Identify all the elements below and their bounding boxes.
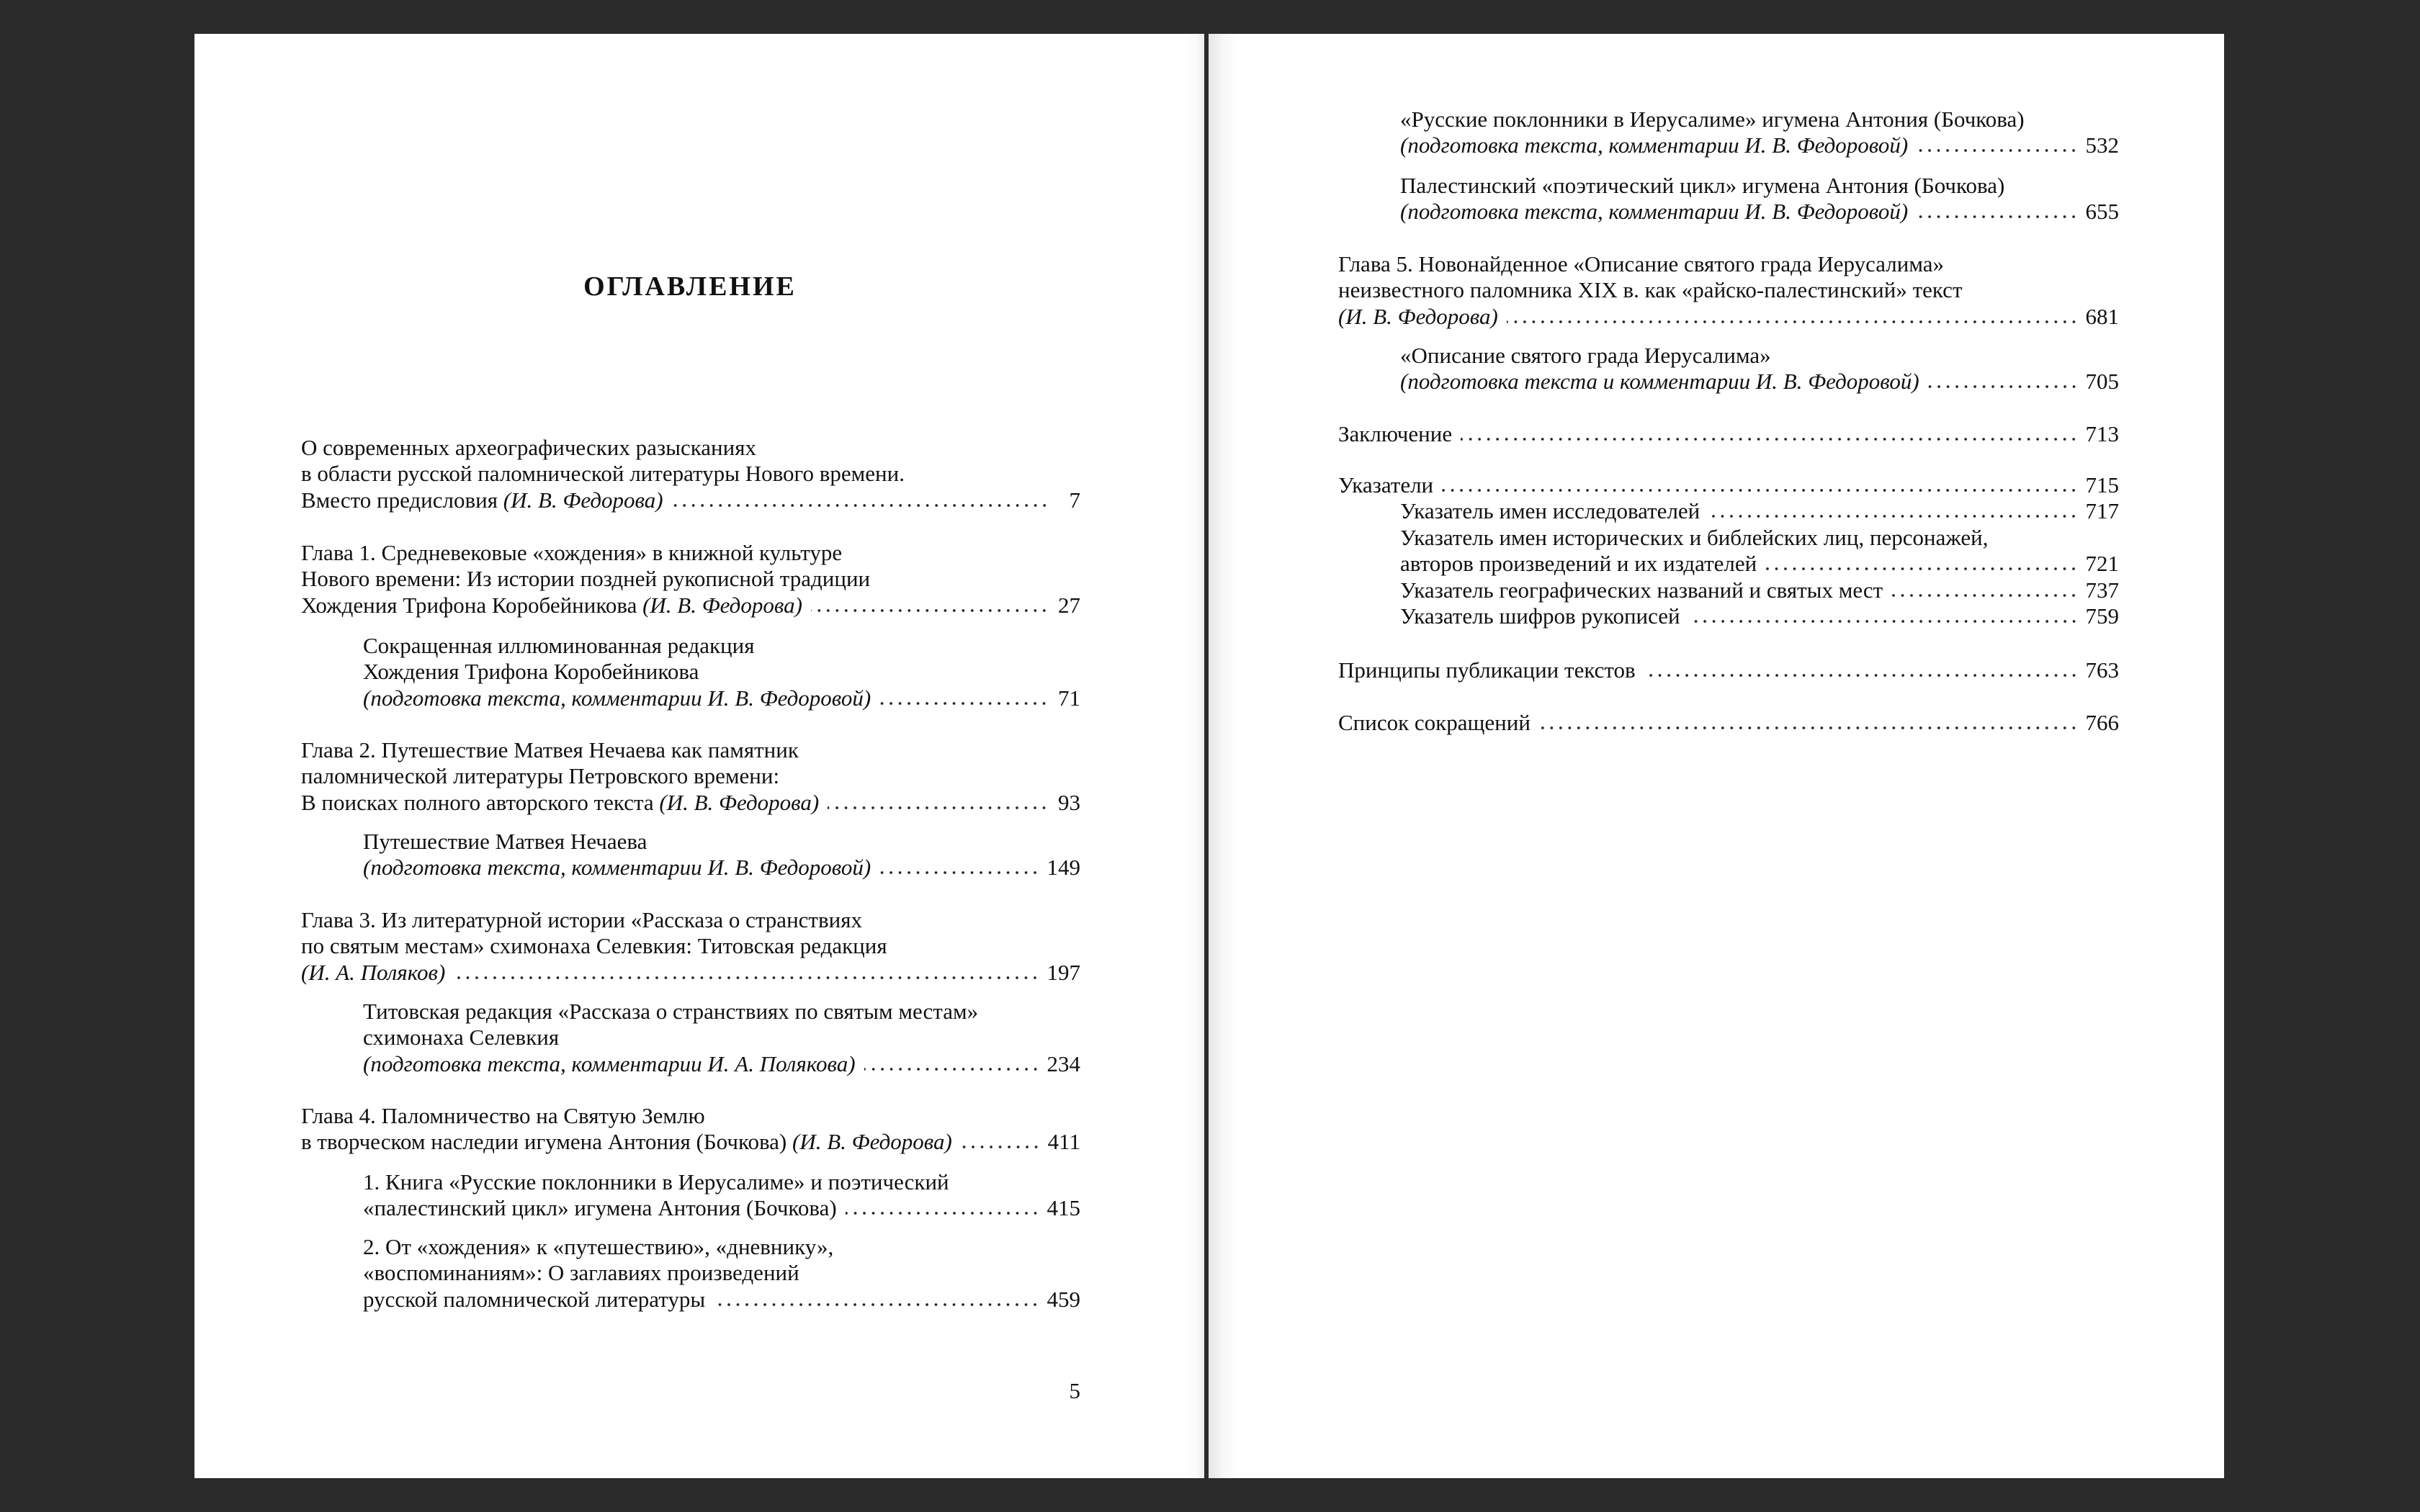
toc-entry[interactable] [1400,343,2119,395]
toc-entry[interactable] [301,435,1080,513]
entry-last-line [1400,551,2119,577]
entry-last-line [301,1129,1080,1155]
toc-entry[interactable] [1400,173,2119,225]
dot-leader [454,976,1039,980]
entry-title-line: Глава 3. Из литературной истории «Рассказа о странствиях [301,907,862,932]
entry-last-line [363,1051,1080,1077]
entry-title-text: Принципы публикации текстов [1338,657,1636,683]
entry-title-line: «Русские поклонники в Иерусалиме» игумена Антония (Бочкова) [1400,107,2025,132]
entry-last-line [363,1287,1080,1313]
entry-last-line [1400,132,2119,158]
entry-page-number: 415 [1047,1195,1080,1221]
toc-entry[interactable] [301,540,1080,618]
entry-last-line [1338,472,2119,498]
entry-title-text: русской паломнической литературы [363,1286,706,1312]
entry-title-line: неизвестного паломника XIX в. как «райско-палестинский» текст [1338,277,1963,303]
entry-last-line [1338,421,2119,447]
entry-last-line [1338,710,2119,736]
dot-leader [714,1302,1039,1307]
entry-author: (И. А. Поляков) [301,959,446,985]
entry-page-number: 721 [2085,551,2119,577]
entry-title-text: Вместо предисловия [301,487,503,513]
entry-title-line: в области русской паломнической литературы Нового времени. [301,461,905,487]
dot-leader [828,806,1049,810]
entry-page-number: 737 [2085,577,2119,603]
entry-author: (подготовка текста, комментарии И. В. Федоровой) [1400,199,1909,225]
entry-title-text: Указатель географических названий и святых мест [1400,577,1883,603]
entry-title-line: 2. От «хождения» к «путешествию», «дневнику», [363,1234,834,1259]
toc-entry[interactable] [1400,603,2119,629]
dot-leader [1539,726,2079,730]
entry-last-line [1400,369,2119,395]
toc-entry[interactable] [301,907,1080,986]
dot-leader [1917,148,2078,153]
entry-title-line: Хождения Трифона Коробейникова [363,659,699,685]
entry-page-number: 759 [2085,603,2119,629]
dot-leader [864,1067,1040,1071]
entry-title-text: В поисках полного авторского текста [301,789,660,815]
toc-entry[interactable] [363,633,1080,711]
entry-title-text: в творческом наследии игумена Антония (Бочкова) [301,1129,792,1155]
entry-title-line: Титовская редакция «Рассказа о странствиях по святым местам» [363,999,979,1024]
entry-page-number: 234 [1047,1050,1080,1076]
entry-title-line: Глава 1. Средневековые «хождения» в книжной культуре [301,540,843,565]
entry-last-line [301,790,1080,816]
entry-last-line [1338,304,2119,330]
entry-title-text: Заключение [1338,421,1453,446]
toc-entry[interactable] [1338,657,2119,683]
entry-last-line [1400,603,2119,629]
entry-page-number: 713 [2085,421,2119,446]
toc-entry[interactable] [1338,421,2119,447]
dot-leader [1928,384,2079,389]
entry-page-number: 715 [2085,472,2119,498]
entry-last-line [301,960,1080,986]
toc-entry[interactable] [1338,710,2119,736]
entry-author: (подготовка текста и комментарии И. В. Федоровой) [1400,369,1919,395]
entry-title-line: Глава 4. Паломничество на Святую Землю [301,1103,705,1128]
dot-leader [811,608,1049,613]
entry-last-line [301,487,1080,513]
entry-page-number: 532 [2085,132,2119,158]
entry-title-line: по святым местам» схимонаха Селевкия: Титовская редакция [301,933,887,959]
right-page [1209,34,2224,1478]
dot-leader [1708,514,2078,518]
dot-leader [1507,320,2079,324]
entry-title-text: авторов произведений и их издателей [1400,551,1757,577]
page-number: 5 [1069,1378,1080,1403]
entry-title-line: Путешествие Матвея Нечаева [363,829,647,854]
entry-page-number: 7 [1069,487,1080,513]
dot-leader [1461,437,2078,441]
entry-title-text: Хождения Трифона Коробейникова [301,592,643,618]
entry-page-number: 149 [1047,855,1080,881]
entry-last-line [1400,498,2119,524]
toc-entry[interactable] [301,1103,1080,1156]
toc-entry[interactable] [1400,525,2119,577]
entry-last-line [1400,577,2119,603]
entry-author: (подготовка текста, комментарии И. В. Федоровой) [363,685,871,711]
entry-page-number: 717 [2085,498,2119,523]
dot-leader [879,870,1039,875]
toc-entry[interactable] [363,1169,1080,1222]
entry-title-line: Нового времени: Из истории поздней рукописной традиции [301,566,871,592]
entry-page-number: 197 [1047,959,1080,985]
entry-title-text: Указатель шифров рукописей [1400,603,1680,629]
entry-page-number: 93 [1058,789,1080,815]
dot-leader [1689,619,2079,624]
entry-title-line: Глава 5. Новонайденное «Описание святого града Иерусалима» [1338,251,1945,276]
entry-title-line: О современных археографических разысканиях [301,435,756,460]
toc-entry[interactable] [363,999,1080,1077]
entry-title-line: паломнической литературы Петровского времени: [301,763,780,789]
entry-title-line: Палестинский «поэтический цикл» игумена Антония (Бочкова) [1400,173,2005,198]
entry-author: (подготовка текста, комментарии И. А. Полякова) [363,1050,856,1076]
toc-entry[interactable] [363,829,1080,881]
entry-author: (подготовка текста, комментарии И. В. Федоровой) [363,855,871,881]
toc-entry[interactable] [1338,251,2119,330]
toc-entry[interactable] [1400,107,2119,159]
dot-leader [961,1145,1041,1149]
entry-title-text: Указатели [1338,472,1434,498]
dot-leader [879,701,1049,706]
toc-entry[interactable] [1338,472,2119,498]
entry-title-text: Указатель имен исследователей [1400,498,1700,523]
entry-page-number: 763 [2085,657,2119,683]
entry-title-line: Глава 2. Путешествие Матвея Нечаева как памятник [301,737,799,762]
entry-page-number: 71 [1058,685,1080,711]
entry-title-line: «воспоминаниям»: О заглавиях произведений [363,1260,799,1286]
toc-entry[interactable] [1400,498,2119,524]
entry-last-line [301,593,1080,618]
dot-leader [1765,567,2078,571]
dot-leader [1442,488,2078,492]
entry-page-number: 705 [2085,369,2119,395]
entry-author: (И. В. Федорова) [1338,303,1498,329]
entry-last-line [1400,199,2119,225]
page-title: ОГЛАВЛЕНИЕ [583,271,797,302]
entry-last-line [363,1195,1080,1221]
entry-author: (И. В. Федорова) [659,789,820,815]
dot-leader [846,1211,1040,1215]
dot-leader [1891,593,2078,598]
entry-title-line: Сокращенная иллюминованная редакция [363,633,755,658]
dot-leader [672,503,1049,508]
entry-author: (И. В. Федорова) [503,487,663,513]
dot-leader [1917,215,2078,219]
entry-author: (И. В. Федорова) [792,1129,952,1155]
entry-title-line: «Описание святого града Иерусалима» [1400,343,1771,368]
entry-author: (И. В. Федорова) [642,592,802,618]
entry-page-number: 27 [1058,592,1080,618]
toc-entry[interactable] [363,1234,1080,1313]
entry-title-text: «палестинский цикл» игумена Антония (Бочкова) [363,1195,837,1221]
dot-leader [1644,673,2079,678]
entry-page-number: 411 [1047,1129,1080,1155]
entry-title-line: схимонаха Селевкия [363,1025,560,1050]
entry-page-number: 766 [2085,710,2119,735]
entry-last-line [363,855,1080,881]
entry-last-line [1338,657,2119,683]
entry-title-line: Указатель имен исторических и библейских лиц, персонажей, [1400,525,1989,550]
entry-page-number: 459 [1047,1286,1080,1312]
toc-entry[interactable] [301,737,1080,816]
entry-author: (подготовка текста, комментарии И. В. Федоровой) [1400,132,1909,158]
entry-page-number: 681 [2085,303,2119,329]
toc-entry[interactable] [1400,577,2119,603]
entry-last-line [363,685,1080,711]
entry-page-number: 655 [2085,199,2119,225]
entry-title-text: Список сокращений [1338,710,1531,735]
entry-title-line: 1. Книга «Русские поклонники в Иерусалиме» и поэтический [363,1169,949,1194]
